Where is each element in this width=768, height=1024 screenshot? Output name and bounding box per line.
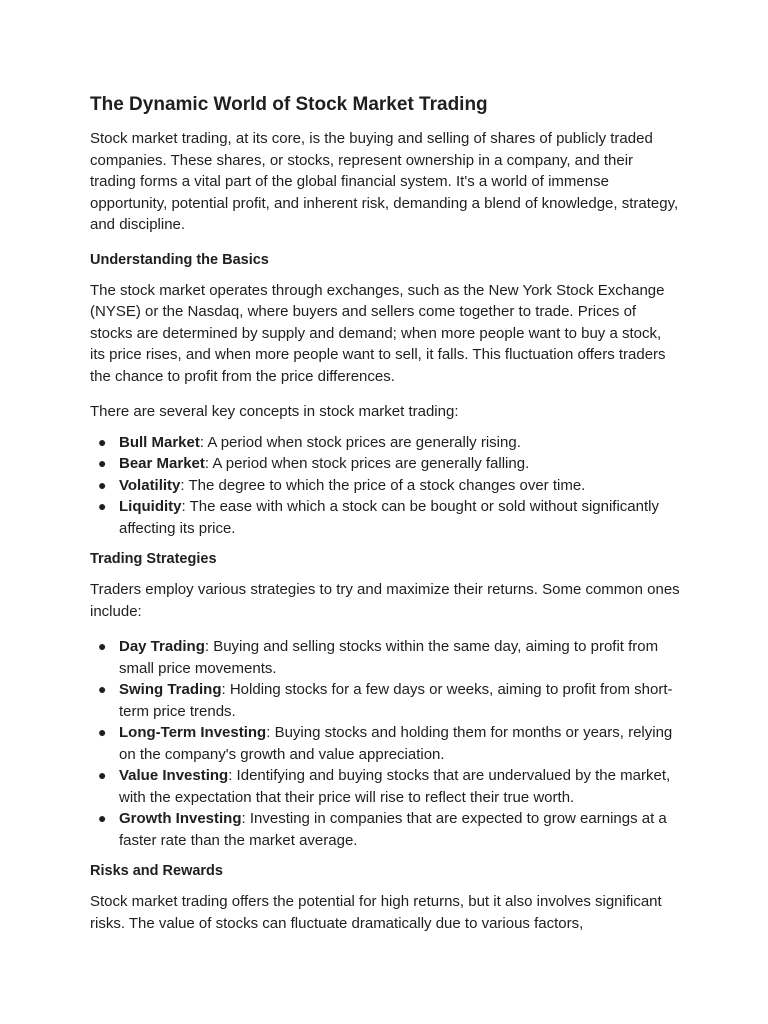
list-item: [90, 496, 680, 539]
bullet-icon: ●: [98, 681, 107, 697]
list-item-term: Bull Market: [119, 433, 200, 451]
list-item-term: Bear Market: [119, 455, 205, 472]
section-heading-strategies: Trading Strategies: [90, 551, 217, 567]
list-item: [90, 636, 680, 679]
list-item-term: Value Investing: [119, 767, 229, 784]
risks-paragraph: Stock market trading offers the potential for high returns, but it also involves significant risks. The value of stocks can fluctuate dramatically due to various factors,: [90, 893, 662, 932]
list-item-desc: : Investing in companies that are expected to grow earnings at a faster rate than the market average.: [119, 810, 667, 849]
list-item-desc: : A period when stock prices are generally falling.: [204, 455, 530, 472]
bullet-icon: ●: [98, 724, 107, 740]
section-heading-risks: Risks and Rewards: [90, 863, 223, 879]
list-item: [90, 765, 680, 808]
list-item: [90, 453, 680, 475]
list-item-term: Liquidity: [119, 498, 182, 515]
list-item-term: Day Trading: [119, 638, 205, 655]
strategies-list: [90, 636, 680, 851]
intro-paragraph: Stock market trading, at its core, is the buying and selling of shares of publicly traded companies. These shares, or stocks, represent ownership in a company, and their trading forms a vital part of the global financial system. It's a world of immense opportunity, potential profit, and inherent risk, demanding a blend of knowledge, strategy, and discipline.: [90, 130, 679, 233]
list-item-term: Long-Term Investing: [119, 724, 267, 741]
concepts-intro: There are several key concepts in stock market trading:: [90, 403, 459, 420]
list-item-desc: : Holding stocks for a few days or weeks, aiming to profit from short-term price trends.: [119, 681, 673, 720]
list-item-term: Swing Trading: [119, 681, 222, 698]
bullet-icon: ●: [98, 498, 107, 514]
list-item-desc: : Identifying and buying stocks that are undervalued by the market, with the expectation that their price will rise to reflect their true worth.: [119, 767, 671, 806]
list-item: [90, 432, 680, 454]
bullet-icon: ●: [98, 455, 107, 471]
list-item: [90, 722, 680, 765]
list-item-term: Growth Investing: [119, 810, 242, 827]
list-item-desc: : The ease with which a stock can be bought or sold without significantly affecting its price.: [119, 498, 659, 537]
list-item-desc: : Buying stocks and holding them for months or years, relying on the company's growth and value appreciation.: [119, 724, 673, 763]
basics-paragraph: The stock market operates through exchanges, such as the New York Stock Exchange (NYSE) or the Nasdaq, where buyers and sellers come together to trade. Prices of stocks are determined by supply and demand; when more people want to buy a stock, its price rises, and when more people want to sell, it falls. This fluctuation offers traders the chance to profit from the price differences.: [90, 281, 666, 385]
bullet-icon: ●: [98, 638, 107, 654]
strategies-paragraph: Traders employ various strategies to try and maximize their returns. Some common ones include:: [90, 581, 680, 620]
list-item: [90, 679, 680, 722]
list-item: [90, 808, 680, 851]
list-item-desc: : A period when stock prices are generally rising.: [199, 433, 521, 451]
bullet-icon: ●: [98, 810, 107, 826]
list-item-term: Volatility: [119, 476, 181, 494]
bullet-icon: ●: [98, 767, 107, 783]
list-item-desc: : Buying and selling stocks within the same day, aiming to profit from small price movements.: [119, 638, 659, 677]
concepts-list: [90, 432, 680, 540]
page-title: The Dynamic World of Stock Market Trading: [90, 94, 488, 115]
list-item-desc: : The degree to which the price of a stock changes over time.: [180, 476, 586, 494]
bullet-icon: ●: [98, 476, 107, 493]
section-heading-basics: Understanding the Basics: [90, 251, 269, 268]
list-item: [90, 475, 680, 497]
bullet-icon: ●: [98, 433, 107, 450]
